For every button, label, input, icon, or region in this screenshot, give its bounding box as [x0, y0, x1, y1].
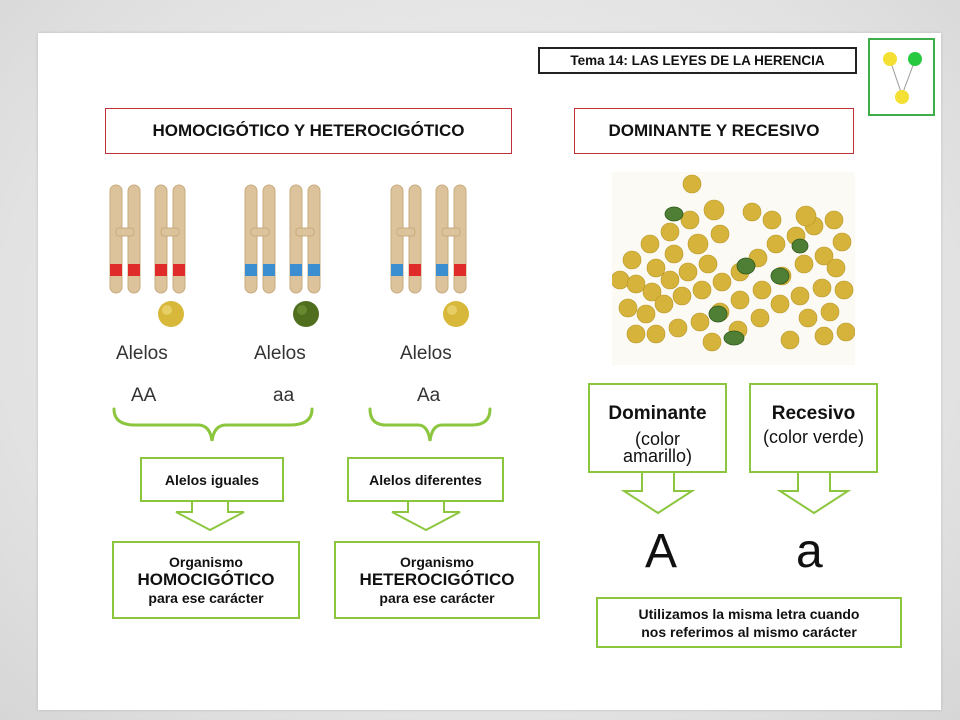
note-line-1: Utilizamos la misma letra cuando — [638, 605, 860, 622]
chromosome-pair-Aa — [386, 180, 481, 295]
dominant-letter: A — [645, 525, 678, 578]
chromosome-pair-aa — [240, 180, 335, 295]
arrow-down-icon — [388, 500, 464, 532]
org-homo-line1: Organismo — [169, 554, 243, 570]
alelos-label-1: Alelos — [116, 343, 168, 364]
org-hetero-line3: para ese carácter — [379, 590, 495, 606]
yellow-pea-icon — [441, 299, 471, 329]
org-homo-line3: para ese carácter — [148, 590, 264, 606]
alelos-diferentes-box — [347, 457, 504, 502]
arrow-down-icon — [172, 500, 248, 532]
recesivo-title: Recesivo — [771, 403, 856, 424]
org-hetero-line2: HETEROCIGÓTICO — [359, 570, 515, 589]
brace-homocigotico — [110, 405, 320, 445]
org-homo-line2: HOMOCIGÓTICO — [137, 570, 275, 589]
dominante-box — [588, 383, 727, 473]
heading-dominante-recesivo: DOMINANTE Y RECESIVO — [574, 108, 854, 154]
note-line-2: nos referimos al mismo carácter — [641, 623, 857, 640]
recessive-letter: a — [796, 525, 823, 578]
alelos-diferentes-text: Alelos diferentes — [369, 471, 482, 488]
brace-heterocigotico — [366, 405, 496, 445]
arrow-down-icon — [620, 471, 696, 515]
alelos-iguales-box — [140, 457, 284, 502]
green-pea-icon — [291, 299, 321, 329]
alelos-label-2: Alelos — [254, 343, 306, 364]
organismo-homocigotico-box — [112, 541, 300, 619]
peas-photo — [612, 172, 855, 365]
genotype-AA: AA — [131, 385, 157, 406]
dominante-desc-1: (color — [634, 429, 680, 449]
dominante-title: Dominante — [608, 403, 707, 424]
heading-homo-hetero: HOMOCIGÓTICO Y HETEROCIGÓTICO — [105, 108, 512, 154]
chromosome-pair-AA — [105, 180, 200, 295]
org-hetero-line1: Organismo — [400, 554, 474, 570]
arrow-down-icon — [776, 471, 852, 515]
yellow-pea-icon — [156, 299, 186, 329]
organismo-heterocigotico-box — [334, 541, 540, 619]
alelos-label-3: Alelos — [400, 343, 452, 364]
topic-title: Tema 14: LAS LEYES DE LA HERENCIA — [538, 47, 857, 74]
dominante-desc-2: amarillo) — [622, 446, 692, 466]
genotype-aa: aa — [273, 385, 295, 406]
pea-cross-logo-icon — [868, 38, 935, 116]
genotype-Aa: Aa — [417, 385, 441, 406]
recesivo-box — [749, 383, 878, 473]
recesivo-desc: (color verde) — [762, 427, 865, 447]
alelos-iguales-text: Alelos iguales — [164, 471, 260, 488]
note-box — [596, 597, 902, 648]
